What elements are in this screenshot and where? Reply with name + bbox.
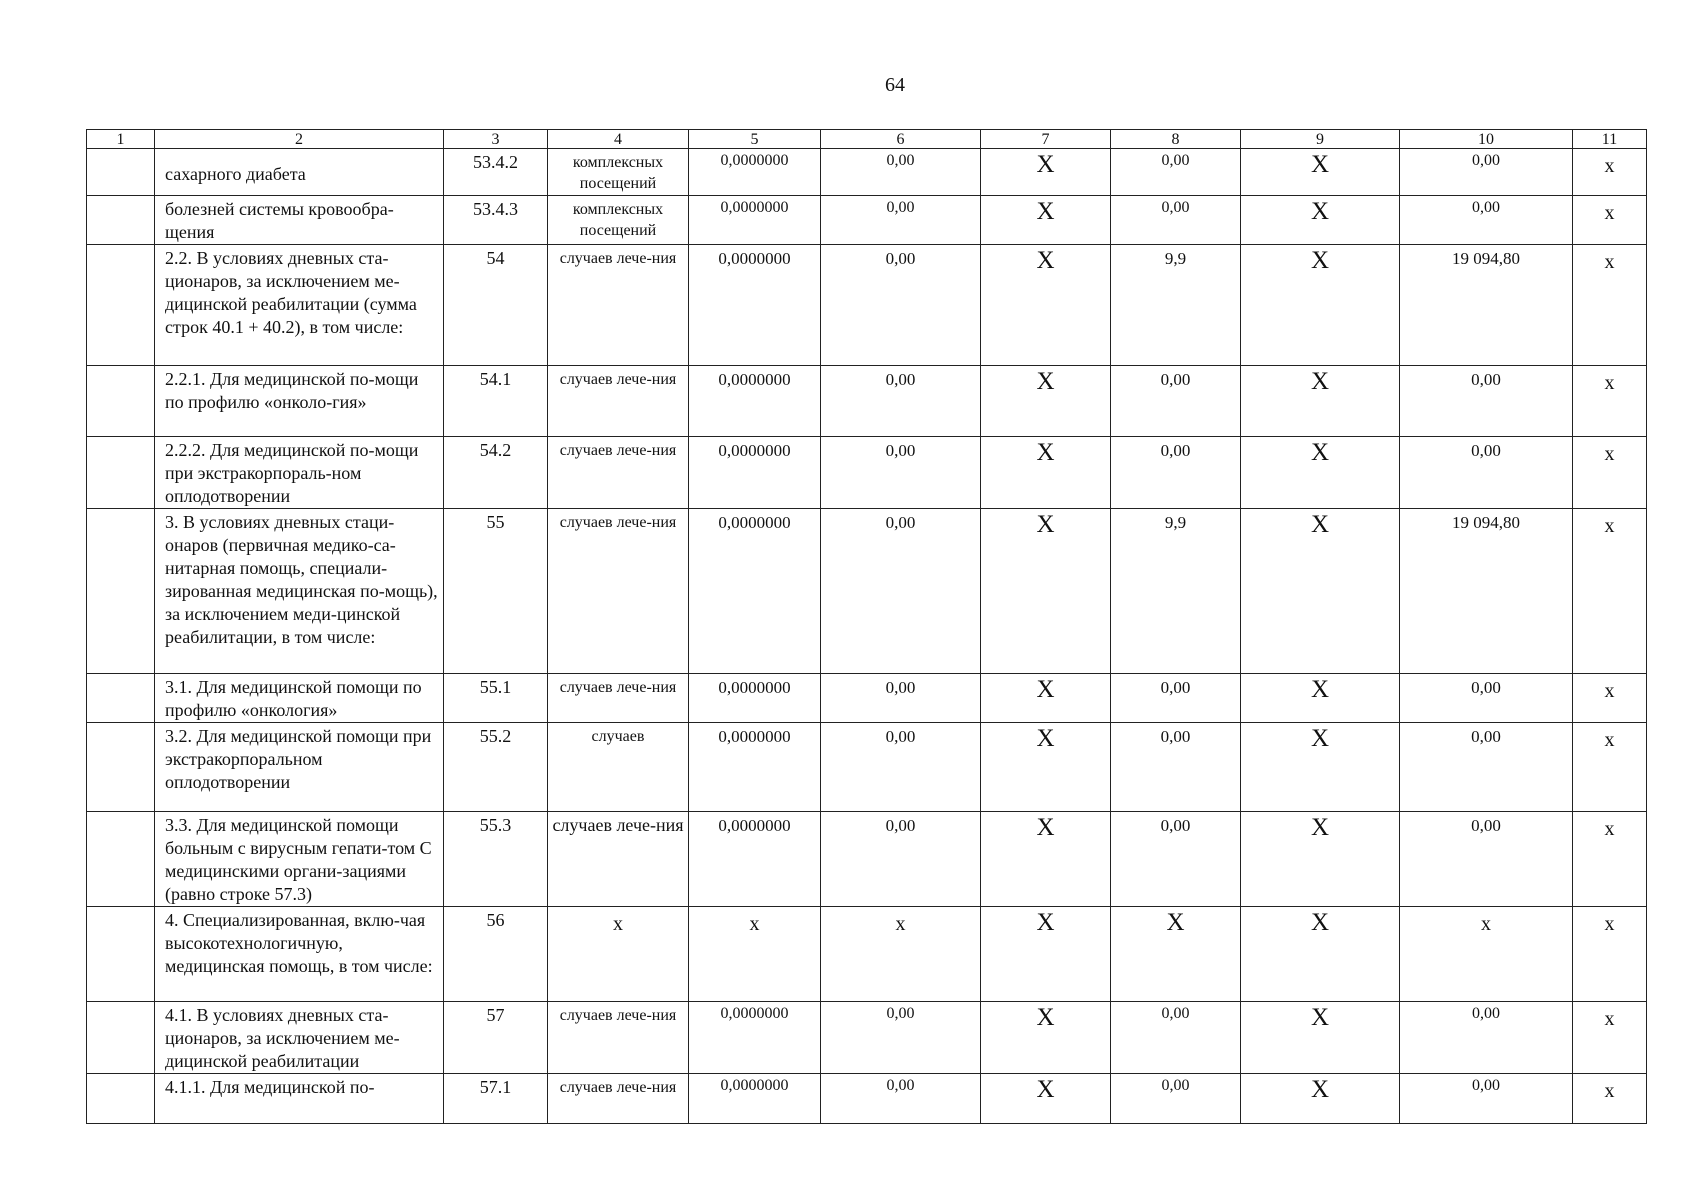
row-col6: 0,00 [821,1002,981,1074]
row-unit: случаев лече-ния [548,509,689,674]
row-unit: случаев лече-ния [548,812,689,907]
table-row [87,366,1647,437]
row-col6: 0,00 [821,196,981,245]
row-code: 55.3 [444,812,548,907]
row-col11: x [1573,149,1647,196]
row-col9: X [1241,245,1400,366]
row-unit: случаев лече-ния [548,1074,689,1124]
row-col8: 9,9 [1111,509,1241,674]
row-name: 4.1.1. Для медицинской по- [155,1074,444,1124]
row-unit: комплексных посещений [548,149,689,196]
row-unit: случаев лече-ния [548,245,689,366]
row-col11: x [1573,1074,1647,1124]
row-col10: 0,00 [1400,723,1573,812]
row-name: болезней системы кровообра-щения [155,196,444,245]
header-cell: 1 [87,130,155,149]
row-name: 3.2. Для медицинской помощи при экстракорпоральном оплодотворении [155,723,444,812]
row-col10: x [1400,907,1573,1002]
row-number-cell [87,245,155,366]
row-col7: X [981,437,1111,509]
row-code: 55.1 [444,674,548,723]
row-col10: 19 094,80 [1400,509,1573,674]
row-col5: 0,0000000 [689,674,821,723]
table-row [87,812,1647,907]
row-code: 55.2 [444,723,548,812]
row-col7: X [981,723,1111,812]
row-col11: x [1573,196,1647,245]
row-col11: x [1573,1002,1647,1074]
row-col7: X [981,907,1111,1002]
row-col7: X [981,1074,1111,1124]
row-col5: 0,0000000 [689,245,821,366]
header-row [87,130,1647,149]
row-col9: X [1241,812,1400,907]
row-col6: 0,00 [821,509,981,674]
row-col11: x [1573,245,1647,366]
row-unit: случаев [548,723,689,812]
row-col11: x [1573,812,1647,907]
header-cell: 3 [444,130,548,149]
row-col10: 0,00 [1400,674,1573,723]
row-col10: 0,00 [1400,149,1573,196]
row-number-cell [87,509,155,674]
row-col6: 0,00 [821,149,981,196]
row-col7: X [981,196,1111,245]
row-code: 57 [444,1002,548,1074]
row-code: 54.1 [444,366,548,437]
row-col7: X [981,366,1111,437]
row-col5: 0,0000000 [689,366,821,437]
header-cell: 9 [1241,130,1400,149]
row-col10: 0,00 [1400,812,1573,907]
row-col7: X [981,812,1111,907]
table-row [87,196,1647,245]
row-unit: случаев лече-ния [548,366,689,437]
row-col5: 0,0000000 [689,437,821,509]
table-row [87,437,1647,509]
row-col11: x [1573,437,1647,509]
row-col7: X [981,509,1111,674]
row-unit: случаев лече-ния [548,1002,689,1074]
row-col5: 0,0000000 [689,1074,821,1124]
row-code: 53.4.2 [444,149,548,196]
table-row [87,245,1647,366]
row-col8: 0,00 [1111,149,1241,196]
row-col11: x [1573,907,1647,1002]
row-name: 4.1. В условиях дневных ста-ционаров, за исключением ме-дицинской реабилитации [155,1002,444,1074]
row-col8: 9,9 [1111,245,1241,366]
row-number-cell [87,674,155,723]
row-number-cell [87,437,155,509]
row-col6: 0,00 [821,1074,981,1124]
row-col8: 0,00 [1111,437,1241,509]
table-row [87,907,1647,1002]
row-name: 3. В условиях дневных стаци-онаров (первичная медико-са-нитарная помощь, специали-зированная медицинская по-мощь), за исключением меди-цинской реабилитации, в том числе: [155,509,444,674]
row-col8: 0,00 [1111,674,1241,723]
row-name: сахарного диабета [155,149,444,196]
row-name: 3.3. Для медицинской помощи больным с вирусным гепати-том С медицинскими органи-зациями (равно строке 57.3) [155,812,444,907]
table-row [87,149,1647,196]
row-col11: x [1573,723,1647,812]
row-col9: X [1241,1002,1400,1074]
row-unit: x [548,907,689,1002]
row-unit: комплексных посещений [548,196,689,245]
header-cell: 7 [981,130,1111,149]
row-code: 53.4.3 [444,196,548,245]
row-col7: X [981,674,1111,723]
row-unit: случаев лече-ния [548,437,689,509]
row-col11: x [1573,366,1647,437]
row-col7: X [981,245,1111,366]
table-row [87,1074,1647,1124]
row-col9: X [1241,907,1400,1002]
row-col6: 0,00 [821,366,981,437]
row-col9: X [1241,437,1400,509]
page-number: 64 [885,74,905,96]
row-number-cell [87,149,155,196]
row-number-cell [87,1002,155,1074]
row-col8: 0,00 [1111,1074,1241,1124]
row-col10: 19 094,80 [1400,245,1573,366]
row-number-cell [87,812,155,907]
row-unit: случаев лече-ния [548,674,689,723]
row-col6: 0,00 [821,674,981,723]
table-row [87,509,1647,674]
row-col9: X [1241,509,1400,674]
row-col7: X [981,149,1111,196]
row-col5: 0,0000000 [689,196,821,245]
row-name: 2.2.2. Для медицинской по-мощи при экстракорпораль-ном оплодотворении [155,437,444,509]
table-row [87,1002,1647,1074]
row-name: 2.2.1. Для медицинской по-мощи по профилю «онколо-гия» [155,366,444,437]
row-name: 2.2. В условиях дневных ста-ционаров, за исключением ме-дицинской реабилитации (сумма строк 40.1 + 40.2), в том числе: [155,245,444,366]
row-col5: x [689,907,821,1002]
row-number-cell [87,723,155,812]
row-col6: 0,00 [821,245,981,366]
header-cell: 4 [548,130,689,149]
row-col7: X [981,1002,1111,1074]
row-col9: X [1241,366,1400,437]
header-cell: 10 [1400,130,1573,149]
row-col9: X [1241,723,1400,812]
row-col11: x [1573,674,1647,723]
row-col9: X [1241,1074,1400,1124]
row-col9: X [1241,674,1400,723]
row-number-cell [87,366,155,437]
row-col5: 0,0000000 [689,509,821,674]
row-name: 3.1. Для медицинской помощи по профилю «онкология» [155,674,444,723]
table-row [87,723,1647,812]
row-code: 56 [444,907,548,1002]
row-col8: 0,00 [1111,1002,1241,1074]
row-col10: 0,00 [1400,196,1573,245]
header-cell: 2 [155,130,444,149]
row-col11: x [1573,509,1647,674]
row-col10: 0,00 [1400,1074,1573,1124]
row-col8: 0,00 [1111,366,1241,437]
row-col5: 0,0000000 [689,812,821,907]
row-col10: 0,00 [1400,1002,1573,1074]
row-col6: 0,00 [821,437,981,509]
row-col5: 0,0000000 [689,149,821,196]
header-cell: 8 [1111,130,1241,149]
row-col8: 0,00 [1111,196,1241,245]
row-name: 4. Специализированная, вклю-чая высокотехнологичную, медицинская помощь, в том числе: [155,907,444,1002]
row-col6: 0,00 [821,812,981,907]
row-col10: 0,00 [1400,437,1573,509]
row-code: 54.2 [444,437,548,509]
row-code: 54 [444,245,548,366]
table-row [87,674,1647,723]
row-col6: 0,00 [821,723,981,812]
header-cell: 6 [821,130,981,149]
row-number-cell [87,1074,155,1124]
row-col10: 0,00 [1400,366,1573,437]
row-code: 55 [444,509,548,674]
row-code: 57.1 [444,1074,548,1124]
row-col8: 0,00 [1111,812,1241,907]
row-col6: x [821,907,981,1002]
row-col9: X [1241,149,1400,196]
row-number-cell [87,196,155,245]
header-cell: 11 [1573,130,1647,149]
data-table [86,129,1647,1124]
header-cell: 5 [689,130,821,149]
row-col8: 0,00 [1111,723,1241,812]
row-col5: 0,0000000 [689,1002,821,1074]
row-number-cell [87,907,155,1002]
row-col9: X [1241,196,1400,245]
row-col8: X [1111,907,1241,1002]
row-col5: 0,0000000 [689,723,821,812]
